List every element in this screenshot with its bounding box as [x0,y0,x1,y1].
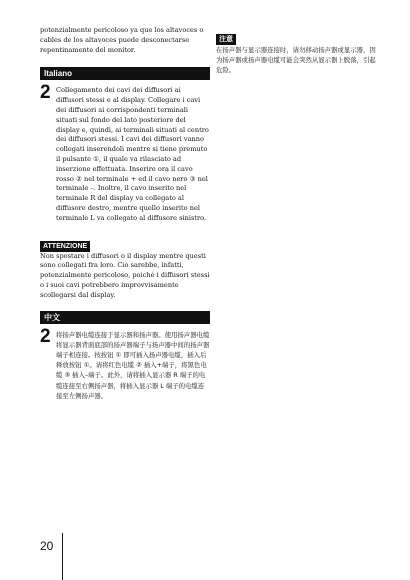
italiano-step [40,82,210,223]
chinese-step [40,325,210,401]
note-label: 注意 [216,34,236,45]
chinese-step-text: 将扬声器电缆连接于显示器和扬声器。使用扬声器电缆将显示器背面底部的扬声器端子与扬声器中间的扬声器端子相连接。按按钮 ① 即可插入扬声器电缆，插入后释放按钮 ①。请将红色电缆 ② 插入+端子，将黑色电缆 ③ 插入–端子。此外，请将插入显示器 R 端子的电缆连接至右侧扬声器，将插入显示器 L 端子的电缆连接至左侧扬声器。 [56,330,210,400]
step-number: 2 [40,82,51,104]
page-number-rule [62,533,63,580]
section-heading-chinese: 中文 [40,311,210,324]
step-number: 2 [40,325,51,347]
intro-paragraph: potenzialmente pericoloso ya que los altavoces o cables de los altavoces puede desconectarse repentinamente del monitor. [40,26,204,54]
right-column [216,26,376,76]
italiano-step-text: Collegamento dei cavi dei diffusori ai diffusori stessi e al display. Collegare i cavi dei diffusori ai corrispondenti terminali situati sul fondo del lato posteriore del display e, quindi, ai terminali situati al centro dei diffusori stessi. I cavi dei diffusori vanno collegati inserendoli mentre si tiene premuto il pulsante ①, il quale va rilasciato ad inserzione effettuata. Inserire ora il cavo rosso ② nel terminale + ed il cavo nero ③ nel terminale –. Inoltre, il cavo inserito nel terminale R del display va collegato al diffusore destro, mentre quello inserito nel terminale L va collegato al diffusore sinistro. [56,86,209,222]
note-text: 在扬声器与显示器连接时，请勿移动扬声器或显示器，因为扬声器或扬声器电缆可能会突然从显示器上脱落，引起危险。 [216,46,376,75]
page-number: 20 [40,539,54,553]
left-column [40,26,210,401]
italiano-warning-text: Non spostare i diffusori o il display mentre questi sono collegati fra loro. Ciò sarebbe, infatti, potenzialmente pericoloso, poiché i diffusori stessi o i suoi cavi potrebbero improvvisamente scollegarsi dal display. [40,251,210,299]
section-heading-italiano: Italiano [40,67,210,80]
warning-label-attenzione: ATTENZIONE [40,241,90,252]
